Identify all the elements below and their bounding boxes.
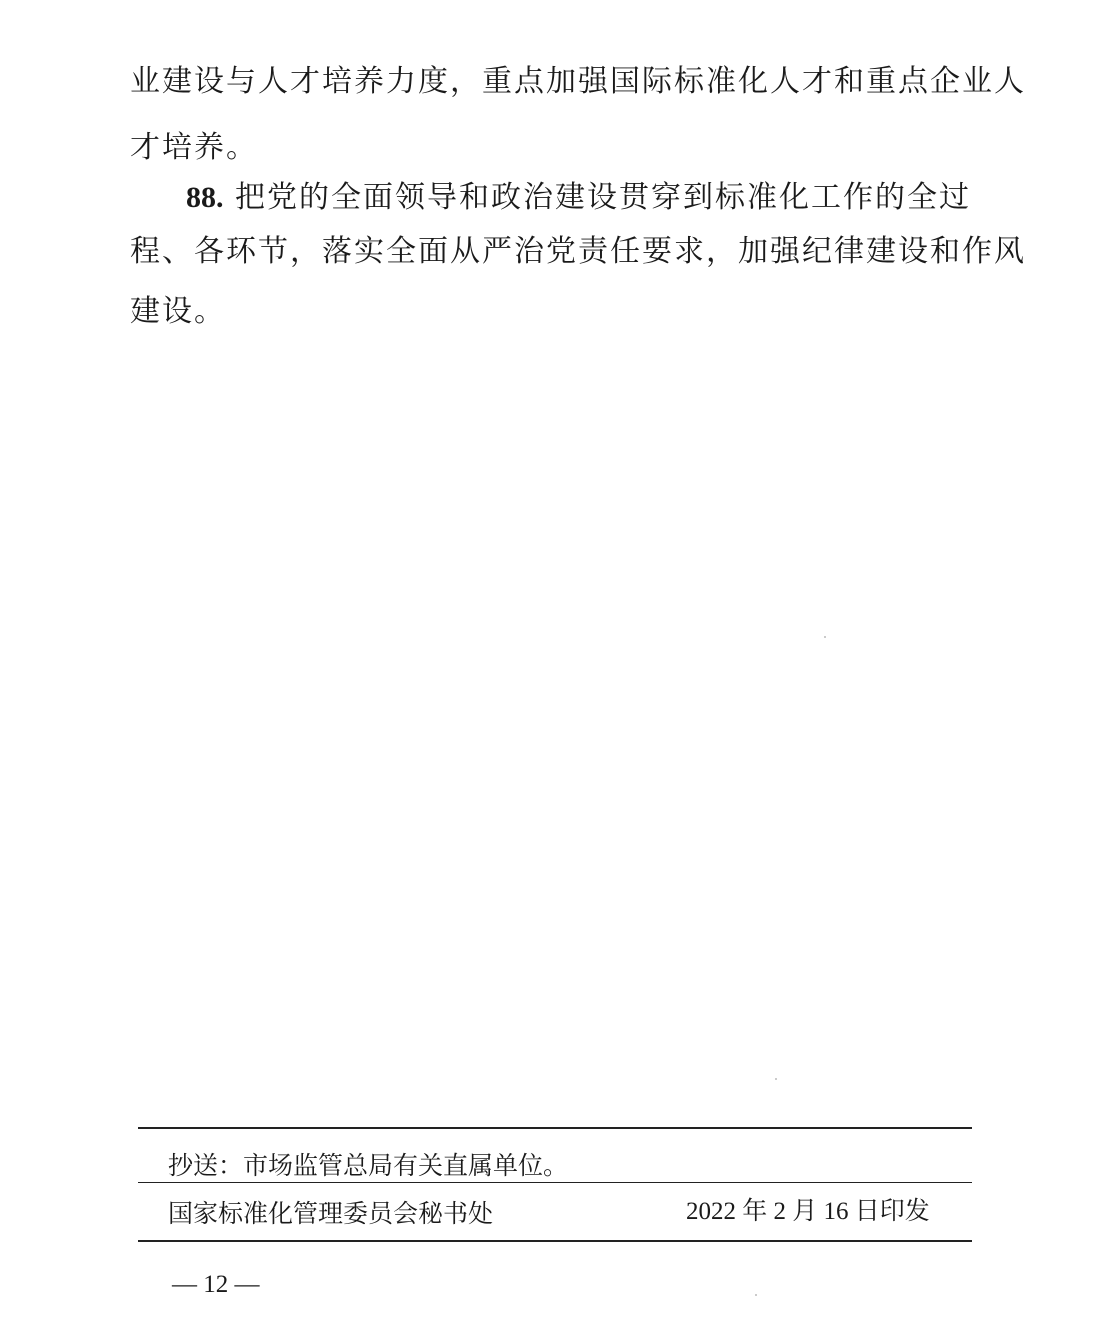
issuer: 国家标准化管理委员会秘书处: [168, 1199, 494, 1228]
body-line-3: [186, 178, 1026, 218]
issue-date: 2022 年 2 月 16 日印发: [686, 1198, 930, 1225]
body-line-4: 程、各环节，落实全面从严治党责任要求，加强纪律建设和作风: [130, 234, 1026, 269]
body-line-5: 建设。: [130, 294, 226, 329]
cc-recipients: 市场监管总局有关直属单位。: [243, 1151, 569, 1180]
cc-line: [168, 1150, 568, 1182]
footer-rule-top: [138, 1127, 972, 1129]
item-number: 88.: [186, 181, 224, 214]
scan-speck: [775, 1078, 777, 1080]
footer-rule-middle: [138, 1182, 972, 1183]
footer-rule-bottom: [138, 1240, 972, 1242]
body-line-3-text: 把党的全面领导和政治建设贯穿到标准化工作的全过: [235, 180, 972, 215]
body-line-1: 业建设与人才培养力度，重点加强国际标准化人才和重点企业人: [130, 64, 1026, 99]
scan-speck: [755, 1294, 757, 1296]
body-line-2: 才培养。: [130, 130, 258, 165]
scan-speck: [824, 636, 826, 638]
page-number: — 12 —: [172, 1271, 260, 1298]
cc-label: 抄送：: [168, 1151, 244, 1180]
